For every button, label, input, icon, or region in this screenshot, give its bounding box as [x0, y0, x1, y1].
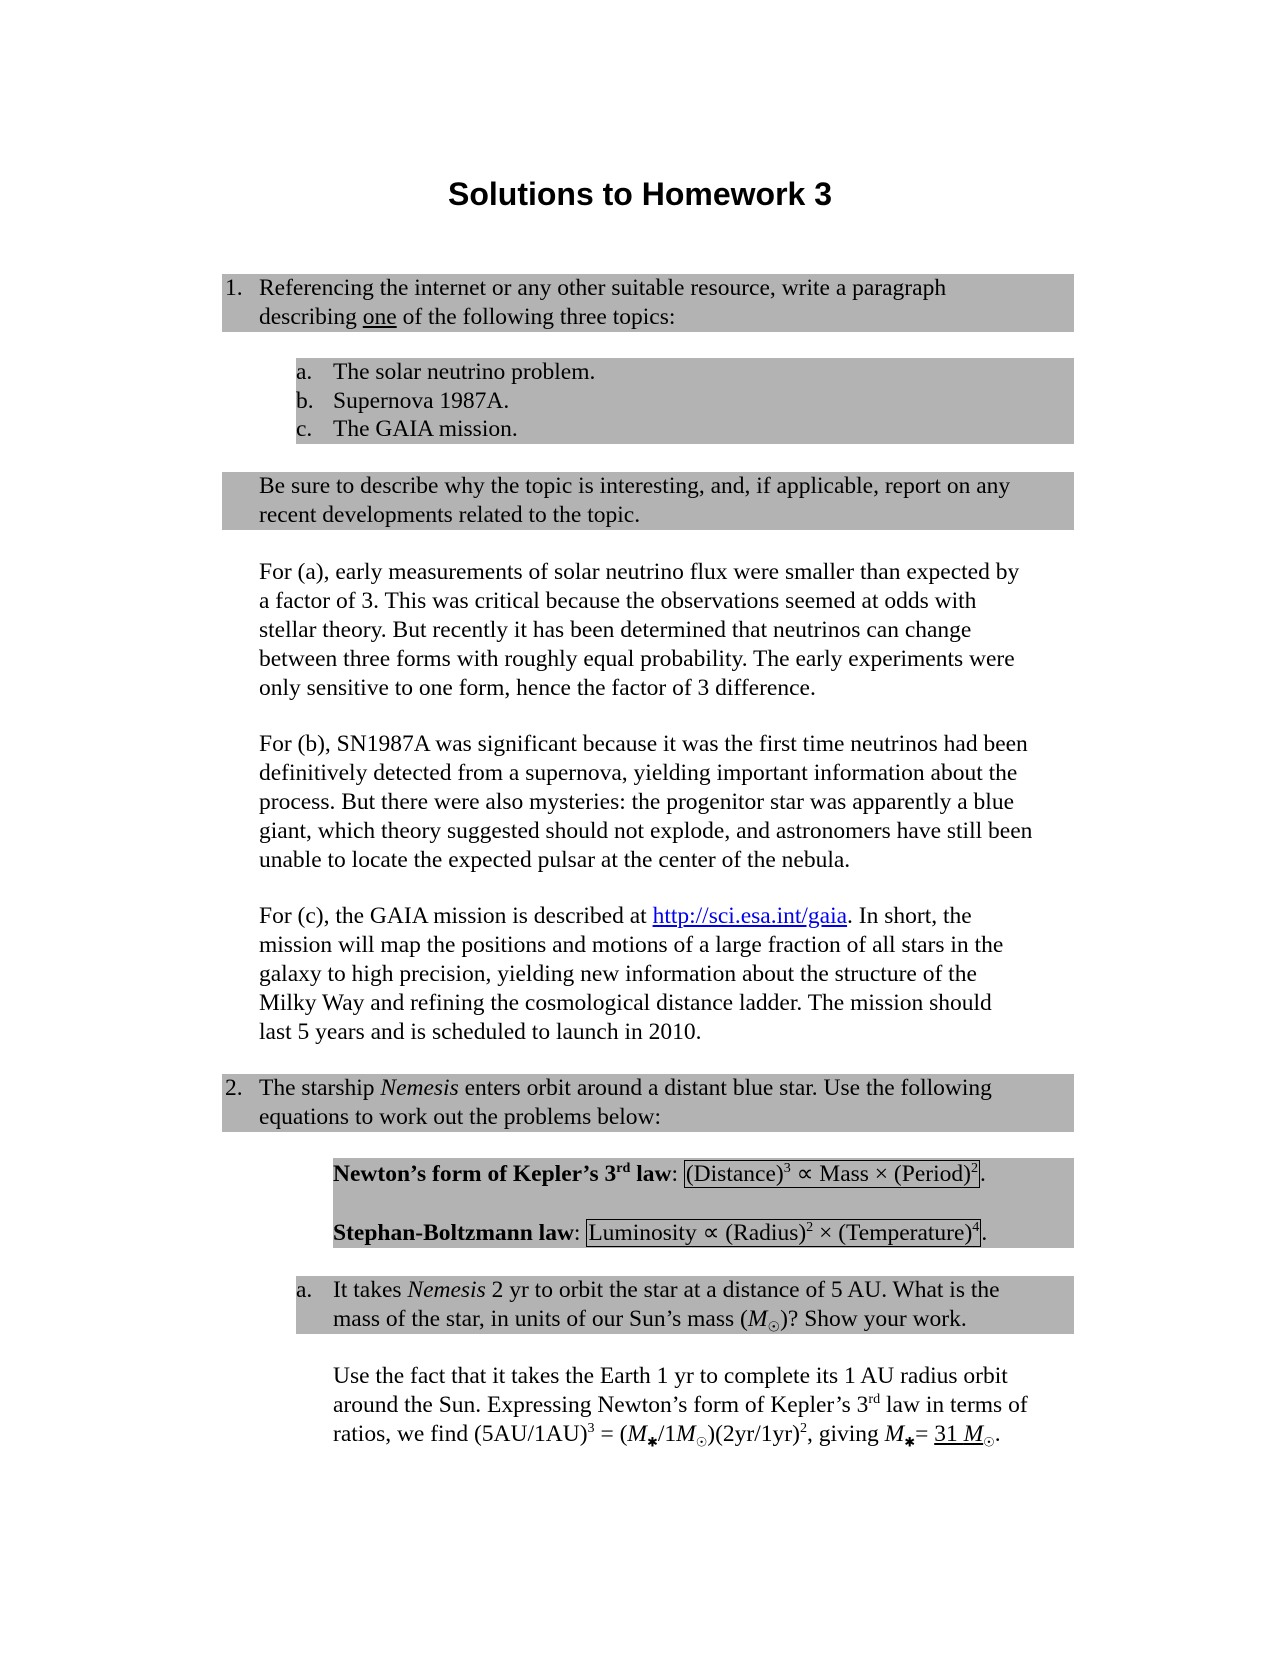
equations-block: [333, 1158, 1074, 1248]
answer-a: For (a), early measurements of solar neutrino flux were smaller than expected by a factor of 3. This was critical because the observations seemed at odds with stellar theory. But recently it has been determined that neutrinos can change between three forms with roughly equal probability. The early experiments were only sensitive to one form, hence the factor of 3 difference.: [259, 559, 1020, 701]
topic-list: a. The solar neutrino problem. b. Supernova 1987A. c. The GAIA mission.: [296, 358, 1074, 444]
question-1-line-2: describing one of the following three topics:: [259, 304, 676, 330]
question-1-line-1: Referencing the internet or any other suitable resource, write a paragraph: [259, 275, 947, 301]
page-title: Solutions to Homework 3: [447, 176, 833, 212]
kepler-law: Newton’s form of Kepler’s 3rd law: (Distance)$^3$ ∝ Mass × (Period)$^2$.: [333, 1160, 986, 1187]
answer-c: For (c), the GAIA mission is described at http://sci.esa.int/gaia. In short, the mission will map the positions and motions of a large fraction of all stars in the galaxy to high precision, yielding new information about the structure of the Milky Way and refining the cosmological distance ladder. The mission should last 5 years and is scheduled to launch in 2010.: [259, 903, 1004, 1045]
solution-part-a: Use the fact that it takes the Earth 1 yr to complete its 1 AU radius orbit around the Sun. Expressing Newton’s form of Kepler’s 3rd law in terms of ratios, we find $(5AU/1AU)^3 = (M_✱/1M_☉)(2yr/1yr)^2$, giving $M_✱= 31$ $M_☉$.: [333, 1363, 1028, 1450]
question-2-part-a: a. It takes Nemesis 2 yr to orbit the star at a distance of 5 AU. What is the mass of the star, in units of our Sun’s mass $(M_☉)$? Show your work.: [296, 1276, 1074, 1334]
stefan-boltzmann-law: Stephan-Boltzmann law: Luminosity ∝ (Radius)$^2$ × (Temperature)$^4$.: [333, 1219, 988, 1246]
question-1-note: Be sure to describe why the topic is interesting, and, if applicable, report on any recent developments related to the topic.: [222, 472, 1074, 530]
gaia-link[interactable]: http://sci.esa.int/gaia: [652, 903, 848, 929]
question-1-number: 1.: [225, 275, 243, 301]
stefan-boltzmann-equation: Luminosity ∝ (Radius)$^2$ × (Temperature)$^4$: [588, 1219, 980, 1246]
question-2-number: 2.: [225, 1075, 243, 1101]
answer-value: 31 $M_☉$: [934, 1421, 995, 1450]
question-2-prompt: 2. The starship Nemesis enters orbit around a distant blue star. Use the following equations to work out the problems below:: [222, 1074, 1074, 1132]
question-1-prompt: [222, 274, 1074, 332]
answer-b: For (b), SN1987A was significant because it was the first time neutrinos had been definitively detected from a supernova, yielding important information about the process. But there were also mysteries: the progenitor star was apparently a blue giant, which theory suggested should not explode, and astronomers have still been unable to locate the expected pulsar at the center of the nebula.: [259, 731, 1033, 873]
kepler-equation: (Distance)$^3$ ∝ Mass × (Period)$^2$: [685, 1160, 978, 1187]
